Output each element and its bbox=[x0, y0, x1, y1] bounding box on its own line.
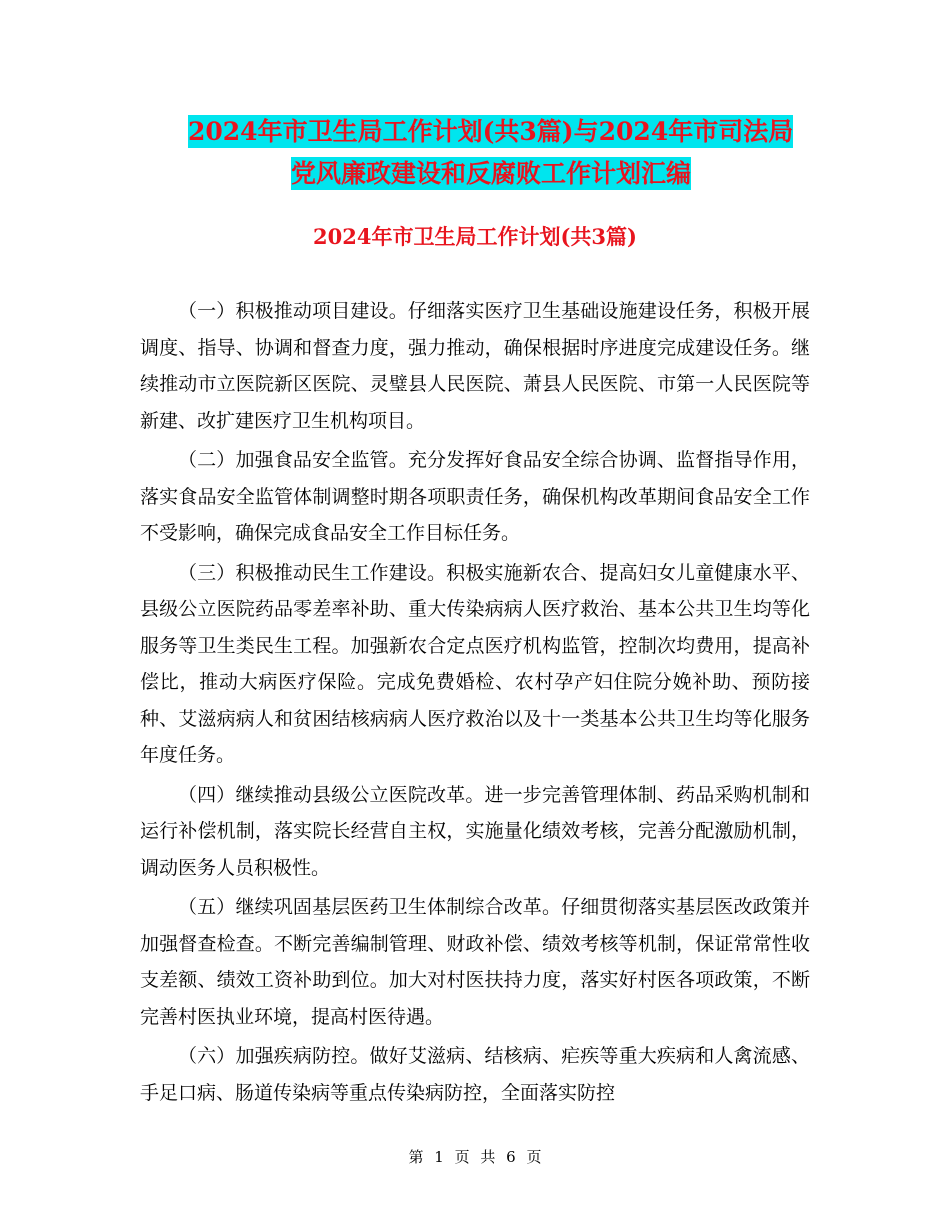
document-body bbox=[140, 293, 810, 1114]
paragraph-1: （一）积极推动项目建设。仔细落实医疗卫生基础设施建设任务，积极开展调度、指导、协调和督查力度，强力推动，确保根据时序进度完成建设任务。继续推动市立医院新区医院、灵璧县人民医院、萧县人民医院、市第一人民医院等新建、改扩建医疗卫生机构项目。 bbox=[140, 300, 810, 432]
document-title-line-1 bbox=[188, 112, 840, 152]
document-title-line-2 bbox=[291, 154, 840, 194]
page-footer: 第 1 页 共 6 页 bbox=[408, 1148, 542, 1166]
document-title-line-2-text: 党风廉政建设和反腐败工作计划汇编 bbox=[291, 159, 692, 188]
paragraph-5: （五）继续巩固基层医药卫生体制综合改革。仔细贯彻落实基层医改政策并加强督查检查。不断完善编制管理、财政补偿、绩效考核等机制，保证常常性收支差额、绩效工资补助到位。加大对村医扶持力度，落实好村医各项政策，不断完善村医执业环境，提高村医待遇。 bbox=[140, 896, 810, 1028]
paragraph-3: （三）积极推动民生工作建设。积极实施新农合、提高妇女儿童健康水平、县级公立医院药品零差率补助、重大传染病病人医疗救治、基本公共卫生均等化服务等卫生类民生工程。加强新农合定点医疗机构监管，控制次均费用，提高补偿比，推动大病医疗保险。完成免费婚检、农村孕产妇住院分娩补助、预防接种、艾滋病病人和贫困结核病病人医疗救治以及十一类基本公共卫生均等化服务年度任务。 bbox=[140, 561, 810, 766]
paragraph-4: （四）继续推动县级公立医院改革。进一步完善管理体制、药品采购机制和运行补偿机制，落实院长经营自主权，实施量化绩效考核，完善分配激励机制，调动医务人员积极性。 bbox=[140, 783, 810, 879]
document-title-line-1-text: 2024年市卫生局工作计划(共3篇)与2024年市司法局 bbox=[188, 117, 794, 146]
section-title: 2024年市卫生局工作计划(共3篇) bbox=[313, 224, 637, 249]
paragraph-6: （六）加强疾病防控。做好艾滋病、结核病、疟疾等重大疾病和人禽流感、手足口病、肠道传染病等重点传染病防控，全面落实防控 bbox=[140, 1045, 810, 1104]
paragraph-2: （二）加强食品安全监管。充分发挥好食品安全综合协调、监督指导作用，落实食品安全监管体制调整时期各项职责任务，确保机构改革期间食品安全工作不受影响，确保完成食品安全工作目标任务。 bbox=[140, 449, 810, 544]
document-title bbox=[140, 112, 840, 194]
